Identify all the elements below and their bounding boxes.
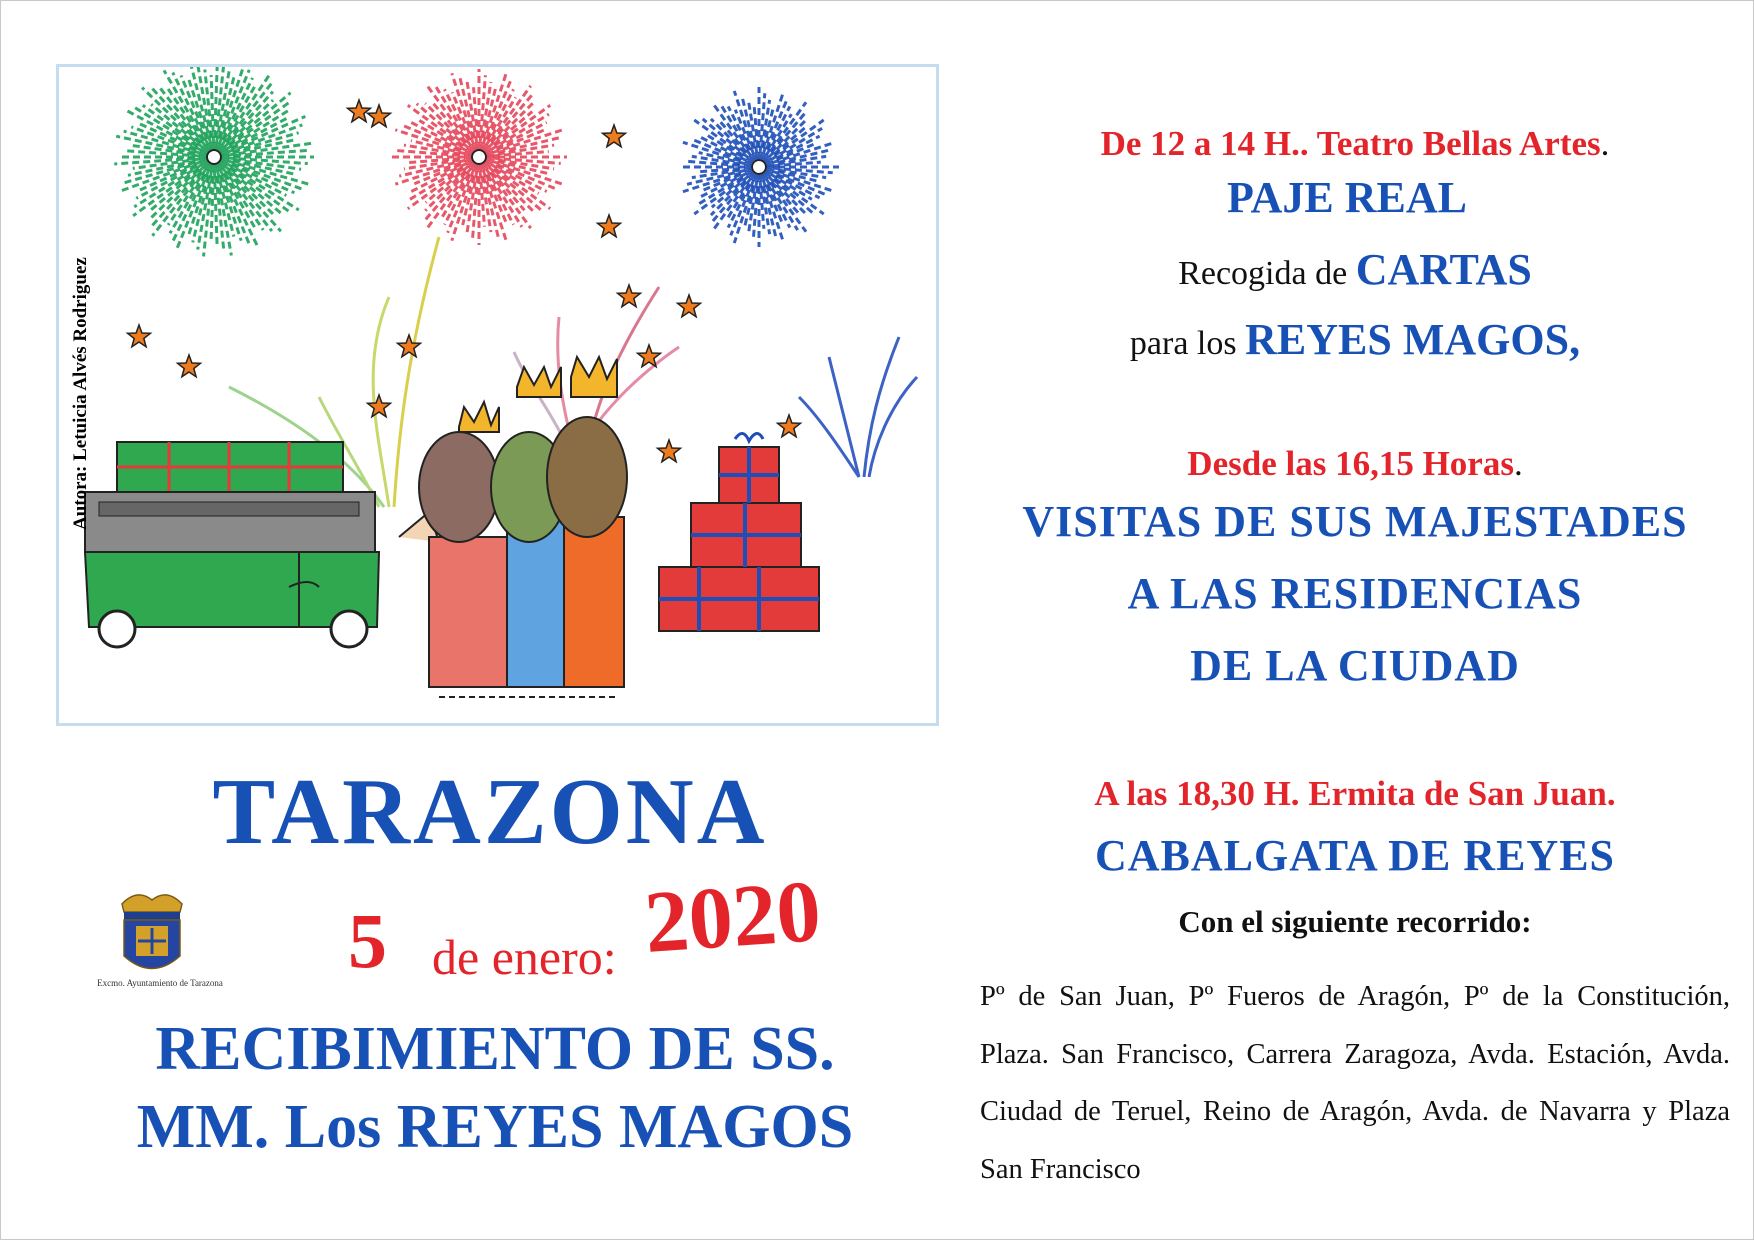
star-icon	[598, 215, 621, 237]
subtitle-line-1: RECIBIMIENTO DE SS.	[155, 1015, 835, 1083]
bus	[85, 442, 379, 647]
event2-time: Desde las 16,15 Horas.	[1187, 444, 1523, 483]
drawing-canvas	[59, 67, 936, 723]
date-year: 2020	[641, 862, 824, 972]
event1-time: De 12 a 14 H.. Teatro Bellas Artes.	[1100, 124, 1610, 163]
event2-line1: VISITAS DE SUS MAJESTADES	[1022, 497, 1688, 546]
star-icon	[368, 395, 391, 417]
blue-firework	[679, 87, 839, 247]
event1-line3: para los REYES MAGOS,	[1129, 315, 1581, 364]
kids-drawing-illustration	[56, 64, 939, 726]
green-firework	[114, 67, 314, 256]
event2-line2: A LAS RESIDENCIAS	[1127, 569, 1583, 618]
star-icon	[128, 325, 151, 347]
event1-line2: Recogida de CARTAS	[1178, 245, 1532, 294]
event3-time: A las 18,30 H. Ermita de San Juan.	[1094, 774, 1616, 813]
route-heading: Con el siguiente recorrido:	[1178, 904, 1532, 939]
star-icon	[678, 295, 701, 317]
star-icon	[178, 355, 201, 377]
star-icon	[603, 125, 626, 147]
coat-of-arms-icon	[92, 886, 226, 986]
date-month: de enero:	[432, 929, 617, 985]
star-icon	[348, 100, 371, 122]
coat-of-arms-caption: Excmo. Ayuntamiento de Tarazona	[97, 978, 223, 988]
event1-title: PAJE REAL	[1227, 173, 1467, 222]
town-title: TARAZONA	[212, 760, 768, 864]
star-icon	[398, 335, 421, 357]
star-icon	[658, 440, 681, 462]
star-icon	[618, 285, 641, 307]
subtitle-line-2: MM. Los REYES MAGOS	[136, 1093, 854, 1161]
three-kings	[399, 357, 627, 697]
gift-pile	[659, 433, 819, 631]
event2-line3: DE LA CIUDAD	[1190, 641, 1520, 690]
star-icon	[778, 415, 801, 437]
event-subtitle	[90, 1010, 900, 1166]
date-day: 5	[348, 897, 387, 984]
event3-title: CABALGATA DE REYES	[1094, 831, 1616, 880]
route-description: Pº de San Juan, Pº Fueros de Aragón, Pº de la Constitución, Plaza. San Francisco, Carrera Zaragoza, Avda. Estación, Avda. Ciudad de Teruel, Reino de Aragón, Avda. de Navarra y Plaza San Francisco	[980, 981, 1730, 1185]
red-firework	[391, 69, 567, 245]
author-credit: Autora: Letuicia Alvés Rodriguez	[70, 257, 91, 530]
